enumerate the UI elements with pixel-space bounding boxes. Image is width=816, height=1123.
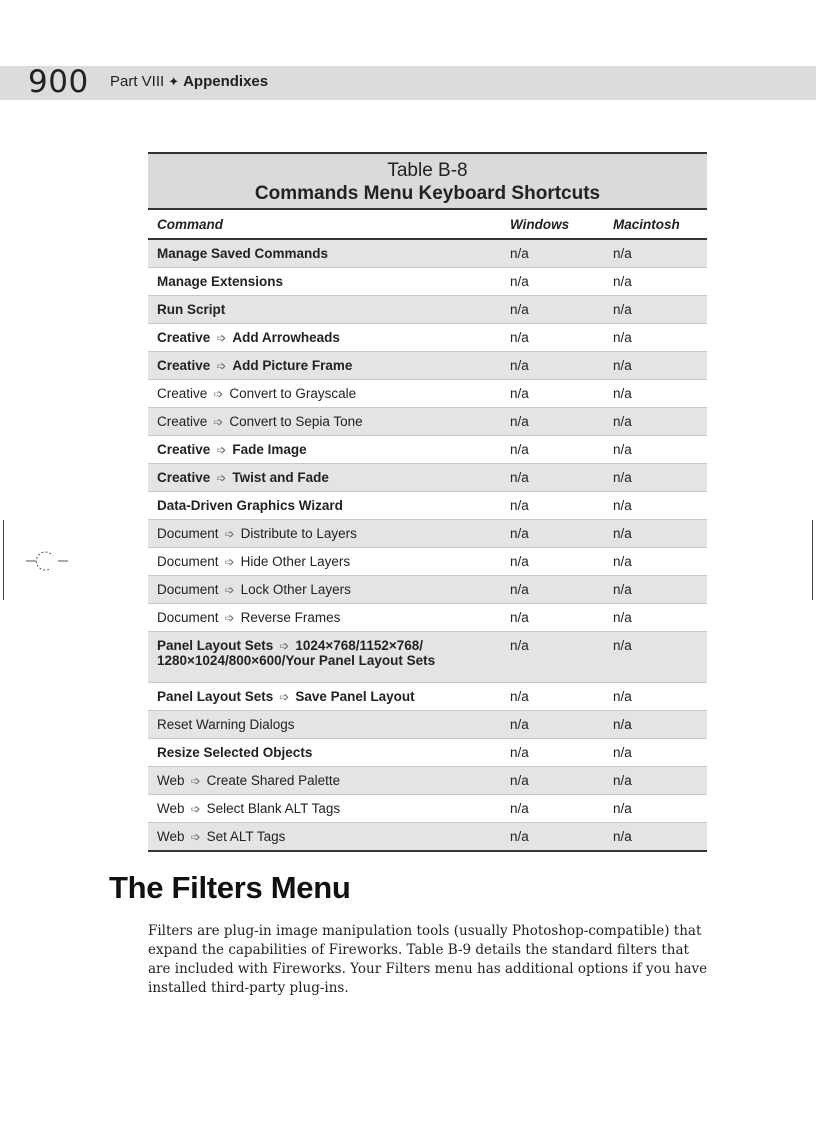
- menu-arrow-icon: ➩: [224, 555, 235, 569]
- table-row: [148, 296, 707, 324]
- part-label: Part VIII: [110, 73, 165, 90]
- macintosh-shortcut: n/a: [604, 296, 707, 324]
- table-row: [148, 520, 707, 548]
- macintosh-shortcut: n/a: [604, 436, 707, 464]
- command-text: Manage Saved Commands: [157, 246, 329, 261]
- windows-shortcut: n/a: [501, 632, 604, 683]
- command-cell: [148, 464, 501, 492]
- command-cell: [148, 767, 501, 795]
- running-header: [110, 73, 268, 90]
- command-text: Fade Image: [232, 442, 307, 457]
- table-row: [148, 767, 707, 795]
- menu-arrow-icon: ➩: [224, 583, 235, 597]
- command-text: Add Picture Frame: [232, 358, 353, 373]
- macintosh-shortcut: n/a: [604, 408, 707, 436]
- macintosh-shortcut: n/a: [604, 576, 707, 604]
- table-row: [148, 604, 707, 632]
- menu-arrow-icon: ➩: [213, 387, 224, 401]
- table-row: [148, 408, 707, 436]
- command-text: Panel Layout Sets: [157, 638, 274, 653]
- windows-shortcut: n/a: [501, 767, 604, 795]
- table-row: [148, 352, 707, 380]
- command-text: Creative: [157, 470, 211, 485]
- windows-shortcut: n/a: [501, 683, 604, 711]
- table-caption: [148, 152, 707, 210]
- table-row: [148, 492, 707, 520]
- command-text: Web: [157, 801, 185, 816]
- page-number: 900: [28, 64, 89, 100]
- windows-shortcut: n/a: [501, 520, 604, 548]
- command-text: 1280×1024/800×600/Your Panel Layout Sets: [157, 653, 436, 668]
- command-text: Lock Other Layers: [240, 582, 351, 597]
- column-header-windows: Windows: [501, 210, 604, 239]
- command-text: Add Arrowheads: [232, 330, 340, 345]
- command-cell: [148, 711, 501, 739]
- command-text: Select Blank ALT Tags: [206, 801, 341, 816]
- macintosh-shortcut: n/a: [604, 464, 707, 492]
- macintosh-shortcut: n/a: [604, 268, 707, 296]
- command-text: Document: [157, 610, 219, 625]
- command-text: 1024×768/1152×768/: [295, 638, 423, 653]
- command-text: Creative: [157, 414, 208, 429]
- table-row: [148, 683, 707, 711]
- command-cell: [148, 436, 501, 464]
- windows-shortcut: n/a: [501, 352, 604, 380]
- command-text: Document: [157, 526, 219, 541]
- table-row: [148, 632, 707, 683]
- command-text: Set ALT Tags: [206, 829, 286, 844]
- windows-shortcut: n/a: [501, 492, 604, 520]
- table-title: Commands Menu Keyboard Shortcuts: [254, 183, 601, 204]
- table-row: [148, 324, 707, 352]
- menu-arrow-icon: ➩: [190, 774, 201, 788]
- command-cell: [148, 268, 501, 296]
- macintosh-shortcut: n/a: [604, 683, 707, 711]
- macintosh-shortcut: n/a: [604, 380, 707, 408]
- macintosh-shortcut: n/a: [604, 492, 707, 520]
- menu-arrow-icon: ➩: [216, 331, 227, 345]
- command-text: Create Shared Palette: [206, 773, 341, 788]
- command-text: Web: [157, 829, 185, 844]
- command-cell: [148, 739, 501, 767]
- column-header-macintosh: Macintosh: [604, 210, 707, 239]
- command-text: Distribute to Layers: [240, 526, 357, 541]
- windows-shortcut: n/a: [501, 296, 604, 324]
- menu-arrow-icon: ➩: [224, 527, 235, 541]
- command-cell: [148, 604, 501, 632]
- macintosh-shortcut: n/a: [604, 239, 707, 268]
- windows-shortcut: n/a: [501, 823, 604, 852]
- command-text: Twist and Fade: [232, 470, 329, 485]
- table-row: [148, 239, 707, 268]
- windows-shortcut: n/a: [501, 576, 604, 604]
- command-text: Run Script: [157, 302, 226, 317]
- menu-arrow-icon: ➩: [216, 359, 227, 373]
- menu-arrow-icon: ➩: [216, 443, 227, 457]
- command-cell: [148, 380, 501, 408]
- command-text: Creative: [157, 358, 211, 373]
- windows-shortcut: n/a: [501, 739, 604, 767]
- command-text: Web: [157, 773, 185, 788]
- windows-shortcut: n/a: [501, 268, 604, 296]
- windows-shortcut: n/a: [501, 548, 604, 576]
- menu-arrow-icon: ➩: [224, 611, 235, 625]
- table-row: [148, 380, 707, 408]
- macintosh-shortcut: n/a: [604, 604, 707, 632]
- command-text: Resize Selected Objects: [157, 745, 313, 760]
- table-row: [148, 739, 707, 767]
- windows-shortcut: n/a: [501, 795, 604, 823]
- command-text: Panel Layout Sets: [157, 689, 274, 704]
- command-cell: [148, 823, 501, 852]
- menu-arrow-icon: ➩: [190, 830, 201, 844]
- command-cell: [148, 548, 501, 576]
- table-row: [148, 795, 707, 823]
- windows-shortcut: n/a: [501, 711, 604, 739]
- command-cell: [148, 408, 501, 436]
- menu-arrow-icon: ➩: [190, 802, 201, 816]
- command-text: Document: [157, 582, 219, 597]
- command-text: Creative: [157, 386, 208, 401]
- macintosh-shortcut: n/a: [604, 739, 707, 767]
- command-text: Reset Warning Dialogs: [157, 717, 295, 732]
- shortcuts-table: [148, 152, 707, 852]
- macintosh-shortcut: n/a: [604, 632, 707, 683]
- macintosh-shortcut: n/a: [604, 767, 707, 795]
- command-cell: [148, 352, 501, 380]
- macintosh-shortcut: n/a: [604, 823, 707, 852]
- table-header-row: [148, 210, 707, 239]
- macintosh-shortcut: n/a: [604, 711, 707, 739]
- macintosh-shortcut: n/a: [604, 520, 707, 548]
- command-text: Save Panel Layout: [295, 689, 415, 704]
- macintosh-shortcut: n/a: [604, 352, 707, 380]
- section-label: Appendixes: [183, 73, 269, 90]
- windows-shortcut: n/a: [501, 604, 604, 632]
- command-cell: [148, 324, 501, 352]
- section-heading: The Filters Menu: [109, 870, 351, 905]
- macintosh-shortcut: n/a: [604, 795, 707, 823]
- command-text: Convert to Grayscale: [229, 386, 357, 401]
- registration-mark-icon: [24, 548, 70, 574]
- command-text: Creative: [157, 330, 211, 345]
- command-text: Document: [157, 554, 219, 569]
- command-cell: [148, 239, 501, 268]
- shortcuts-grid: [148, 210, 707, 852]
- windows-shortcut: n/a: [501, 239, 604, 268]
- command-cell: [148, 296, 501, 324]
- column-header-command: Command: [148, 210, 501, 239]
- macintosh-shortcut: n/a: [604, 548, 707, 576]
- windows-shortcut: n/a: [501, 464, 604, 492]
- command-cell: [148, 632, 501, 683]
- table-number: Table B-8: [387, 160, 468, 181]
- menu-arrow-icon: ➩: [279, 690, 290, 704]
- command-text: Manage Extensions: [157, 274, 284, 289]
- command-cell: [148, 492, 501, 520]
- macintosh-shortcut: n/a: [604, 324, 707, 352]
- table-row: [148, 268, 707, 296]
- table-row: [148, 464, 707, 492]
- table-row: [148, 548, 707, 576]
- margin-rule-right: [812, 520, 813, 600]
- menu-arrow-icon: ➩: [213, 415, 224, 429]
- windows-shortcut: n/a: [501, 408, 604, 436]
- table-row: [148, 711, 707, 739]
- windows-shortcut: n/a: [501, 436, 604, 464]
- command-text: Creative: [157, 442, 211, 457]
- menu-arrow-icon: ➩: [279, 639, 290, 653]
- command-text: Reverse Frames: [240, 610, 341, 625]
- margin-rule-left: [3, 520, 4, 600]
- table-row: [148, 576, 707, 604]
- table-row: [148, 436, 707, 464]
- table-row: [148, 823, 707, 852]
- separator-icon: ✦: [168, 74, 180, 89]
- command-cell: [148, 520, 501, 548]
- command-cell: [148, 576, 501, 604]
- command-cell: [148, 683, 501, 711]
- windows-shortcut: n/a: [501, 380, 604, 408]
- command-text: Convert to Sepia Tone: [229, 414, 363, 429]
- command-text: Hide Other Layers: [240, 554, 351, 569]
- menu-arrow-icon: ➩: [216, 471, 227, 485]
- body-paragraph: Filters are plug-in image manipulation tools (usually Photoshop-compatible) that expand the capabilities of Fireworks. Table B-9 details the standard filters that are included with Fireworks. Your Filters menu has additional options if you have installed third-party plug-ins.: [148, 923, 708, 996]
- command-cell: [148, 795, 501, 823]
- command-text: Data-Driven Graphics Wizard: [157, 498, 343, 513]
- windows-shortcut: n/a: [501, 324, 604, 352]
